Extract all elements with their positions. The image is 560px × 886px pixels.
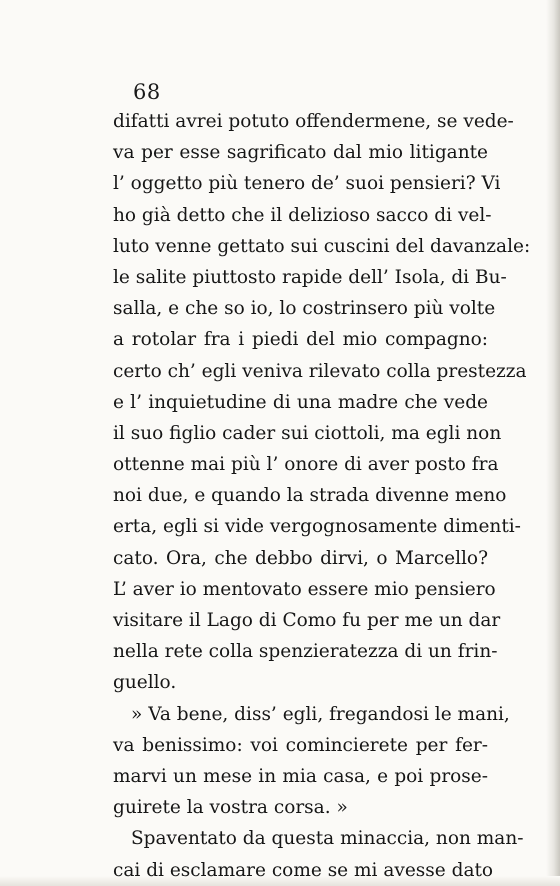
- text-line: le salite piuttosto rapide dell’ Isola, di Bu-: [113, 266, 507, 288]
- page-edge-shadow: [546, 0, 560, 886]
- text-line: guello.: [113, 672, 177, 694]
- text-line: erta, egli si vide vergognosamente dimenti-: [113, 516, 521, 538]
- text-line: salla, e che so io, lo costrinsero più volte: [113, 298, 496, 320]
- text-line: ottenne mai più l’ onore di aver posto fra: [113, 454, 499, 476]
- text-line: Spaventato da questa minaccia, non man-: [131, 828, 524, 850]
- text-line: ho già detto che il delizioso sacco di vel-: [113, 204, 492, 226]
- text-line: il suo figlio cader sui ciottoli, ma egli non: [113, 422, 502, 444]
- body-text: [113, 106, 531, 886]
- text-line: guirete la vostra corsa. »: [113, 797, 348, 819]
- text-line: » Va bene, diss’ egli, fregandosi le mani,: [131, 703, 510, 725]
- text-line: va per esse sagrificato dal mio litigante: [113, 142, 488, 164]
- text-line: L’ aver io mentovato essere mio pensiero: [113, 578, 496, 600]
- text-line: luto venne gettato sui cuscini del davanzale:: [113, 235, 531, 257]
- text-line: l’ oggetto più tenero de’ suoi pensieri? Vi: [113, 173, 501, 195]
- page-number: 68: [133, 80, 161, 104]
- text-line: marvi un mese in mia casa, e poi prose-: [113, 765, 488, 787]
- text-line: certo ch’ egli veniva rilevato colla prestezza: [113, 360, 527, 382]
- text-line: visitare il Lago di Como fu per me un dar: [113, 610, 501, 631]
- text-line: cato. Ora, che debbo dirvi, o Marcello?: [113, 547, 488, 569]
- text-line: noi due, e quando la strada divenne meno: [113, 485, 507, 507]
- text-line: difatti avrei potuto offendermene, se vede-: [113, 111, 514, 132]
- text-line: a rotolar fra i piedi del mio compagno:: [113, 329, 488, 351]
- text-line: va benissimo: voi comincierete per fer-: [113, 734, 488, 756]
- text-line: cai di esclamare come se mi avesse dato: [113, 859, 494, 881]
- text-line: e l’ inquietudine di una madre che vede: [113, 391, 488, 413]
- text-line: nella rete colla spenzieratezza di un frin-: [113, 641, 498, 663]
